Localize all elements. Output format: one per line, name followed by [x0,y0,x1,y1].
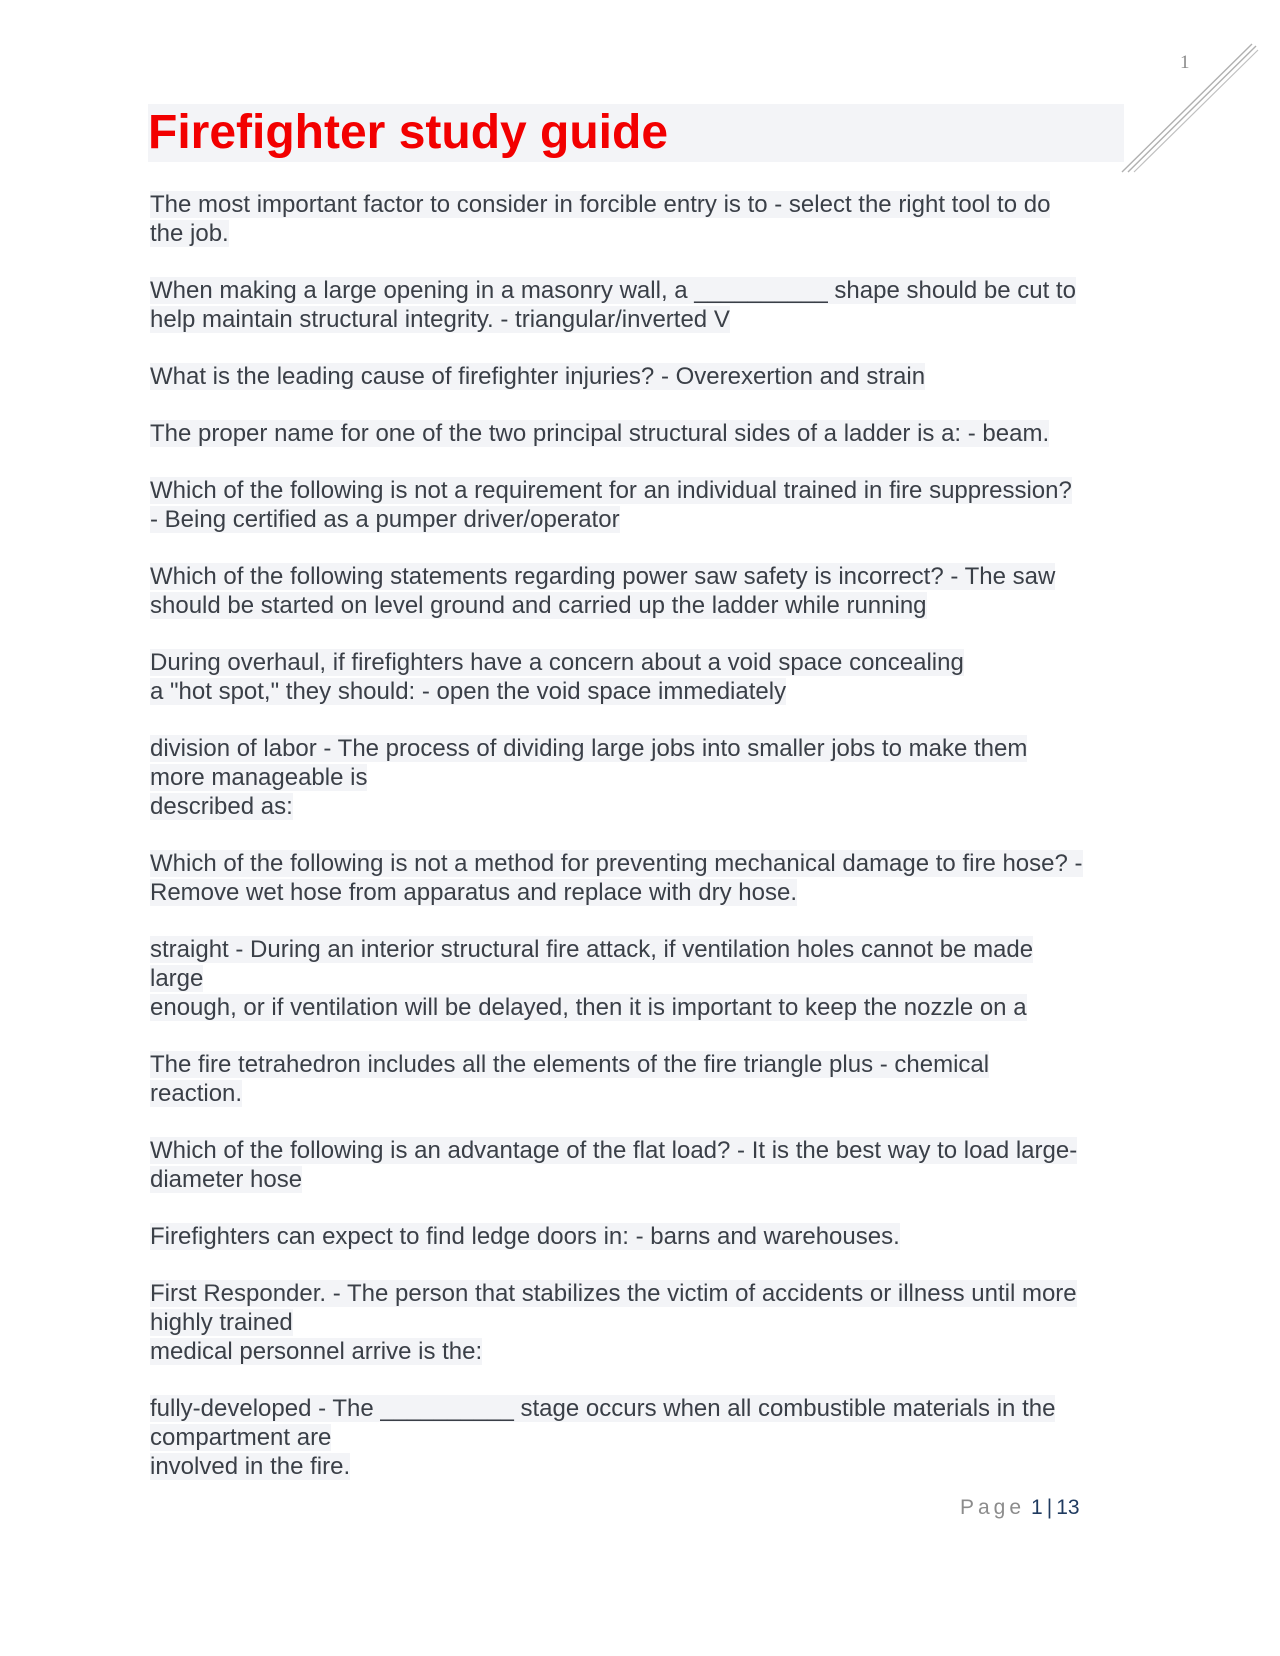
qa-entry-text: involved in the fire. [150,1453,351,1480]
qa-entry-line [150,1452,1130,1481]
qa-entry-line [150,476,1130,505]
qa-entry-line [150,1136,1130,1165]
qa-entry-text: During overhaul, if firefighters have a concern about a void space concealing [150,649,964,676]
page-number-top: 1 [1180,52,1190,73]
qa-entry [150,849,1130,907]
qa-entry-line [150,1337,1130,1366]
qa-entry-line [150,648,1130,677]
qa-entry-line [150,1394,1130,1423]
qa-entry-text: straight - During an interior structural fire attack, if ventilation holes cannot be made [150,936,1034,963]
qa-entry-line [150,792,1130,821]
qa-entry-text: Firefighters can expect to find ledge doors in: - barns and warehouses. [150,1223,900,1250]
qa-entry-text: compartment are [150,1424,332,1451]
qa-entry-text: First Responder. - The person that stabilizes the victim of accidents or illness until more [150,1280,1077,1307]
qa-entry-text: enough, or if ventilation will be delayed, then it is important to keep the nozzle on a [150,994,1027,1021]
qa-entry-text: described as: [150,793,293,820]
qa-entry-text: highly trained [150,1309,293,1336]
qa-entry-text: medical personnel arrive is the: [150,1338,483,1365]
qa-entry-line [150,677,1130,706]
qa-entry [150,1222,1130,1251]
qa-entry [150,935,1130,1022]
qa-entry-line [150,993,1130,1022]
qa-entry-line [150,419,1130,448]
qa-entry-text: should be started on level ground and carried up the ladder while running [150,592,927,619]
qa-entry-line [150,849,1130,878]
qa-entry-line [150,362,1130,391]
qa-entry-text: a "hot spot," they should: - open the void space immediately [150,678,787,705]
qa-entry [150,190,1130,248]
qa-entry [150,648,1130,706]
qa-entry-line [150,1079,1130,1108]
qa-entry-line [150,935,1130,964]
qa-entry-text: Which of the following is not a method for preventing mechanical damage to fire hose? - [150,850,1083,877]
qa-entry-line [150,1165,1130,1194]
qa-entry [150,419,1130,448]
qa-entry-text: The fire tetrahedron includes all the elements of the fire triangle plus - chemical [150,1051,990,1078]
qa-entry-text: The proper name for one of the two principal structural sides of a ladder is a: - beam. [150,420,1050,447]
qa-entry [150,362,1130,391]
qa-entry-line [150,505,1130,534]
qa-entry-text: the job. [150,220,229,247]
footer-page-label: Page [960,1496,1026,1519]
qa-entry-text: - Being certified as a pumper driver/operator [150,506,620,533]
page-footer [960,1496,1080,1520]
qa-entry-line [150,964,1130,993]
qa-entry-text: Which of the following is not a requirement for an individual trained in fire suppression? [150,477,1072,504]
qa-entry-text: reaction. [150,1080,243,1107]
qa-entry-line [150,276,1130,305]
qa-entry-line [150,591,1130,620]
qa-entry-line [150,1050,1130,1079]
footer-current-page: 1 [1031,1496,1043,1519]
qa-entry-text: more manageable is [150,764,368,791]
qa-entry [150,276,1130,334]
qa-entry-text: division of labor - The process of dividing large jobs into smaller jobs to make them [150,735,1028,762]
qa-entry-line [150,734,1130,763]
qa-entry-line [150,1423,1130,1452]
qa-entry [150,562,1130,620]
qa-entry-text: diameter hose [150,1166,303,1193]
qa-entry-text: large [150,965,204,992]
qa-entry-line [150,878,1130,907]
study-guide-content [150,190,1130,1509]
corner-decoration-icon [1120,40,1260,180]
qa-entry-line [150,190,1130,219]
qa-entry-text: fully-developed - The __________ stage occurs when all combustible materials in the [150,1395,1056,1422]
qa-entry-text: help maintain structural integrity. - triangular/inverted V [150,306,730,333]
qa-entry [150,734,1130,821]
qa-entry [150,1279,1130,1366]
qa-entry-line [150,1279,1130,1308]
document-title: Firefighter study guide [148,104,1124,162]
qa-entry-text: Remove wet hose from apparatus and replace with dry hose. [150,879,798,906]
qa-entry-text: What is the leading cause of firefighter injuries? - Overexertion and strain [150,363,926,390]
qa-entry [150,1050,1130,1108]
qa-entry-line [150,219,1130,248]
qa-entry-text: Which of the following is an advantage of the flat load? - It is the best way to load large- [150,1137,1078,1164]
qa-entry-line [150,305,1130,334]
qa-entry-text: Which of the following statements regarding power saw safety is incorrect? - The saw [150,563,1056,590]
footer-total-pages: 13 [1056,1496,1080,1519]
qa-entry-line [150,562,1130,591]
qa-entry-text: When making a large opening in a masonry wall, a __________ shape should be cut to [150,277,1076,304]
footer-separator: | [1046,1496,1053,1519]
qa-entry-text: The most important factor to consider in forcible entry is to - select the right tool to do [150,191,1051,218]
qa-entry [150,476,1130,534]
qa-entry [150,1136,1130,1194]
qa-entry-line [150,763,1130,792]
qa-entry-line [150,1308,1130,1337]
qa-entry-line [150,1222,1130,1251]
qa-entry [150,1394,1130,1481]
